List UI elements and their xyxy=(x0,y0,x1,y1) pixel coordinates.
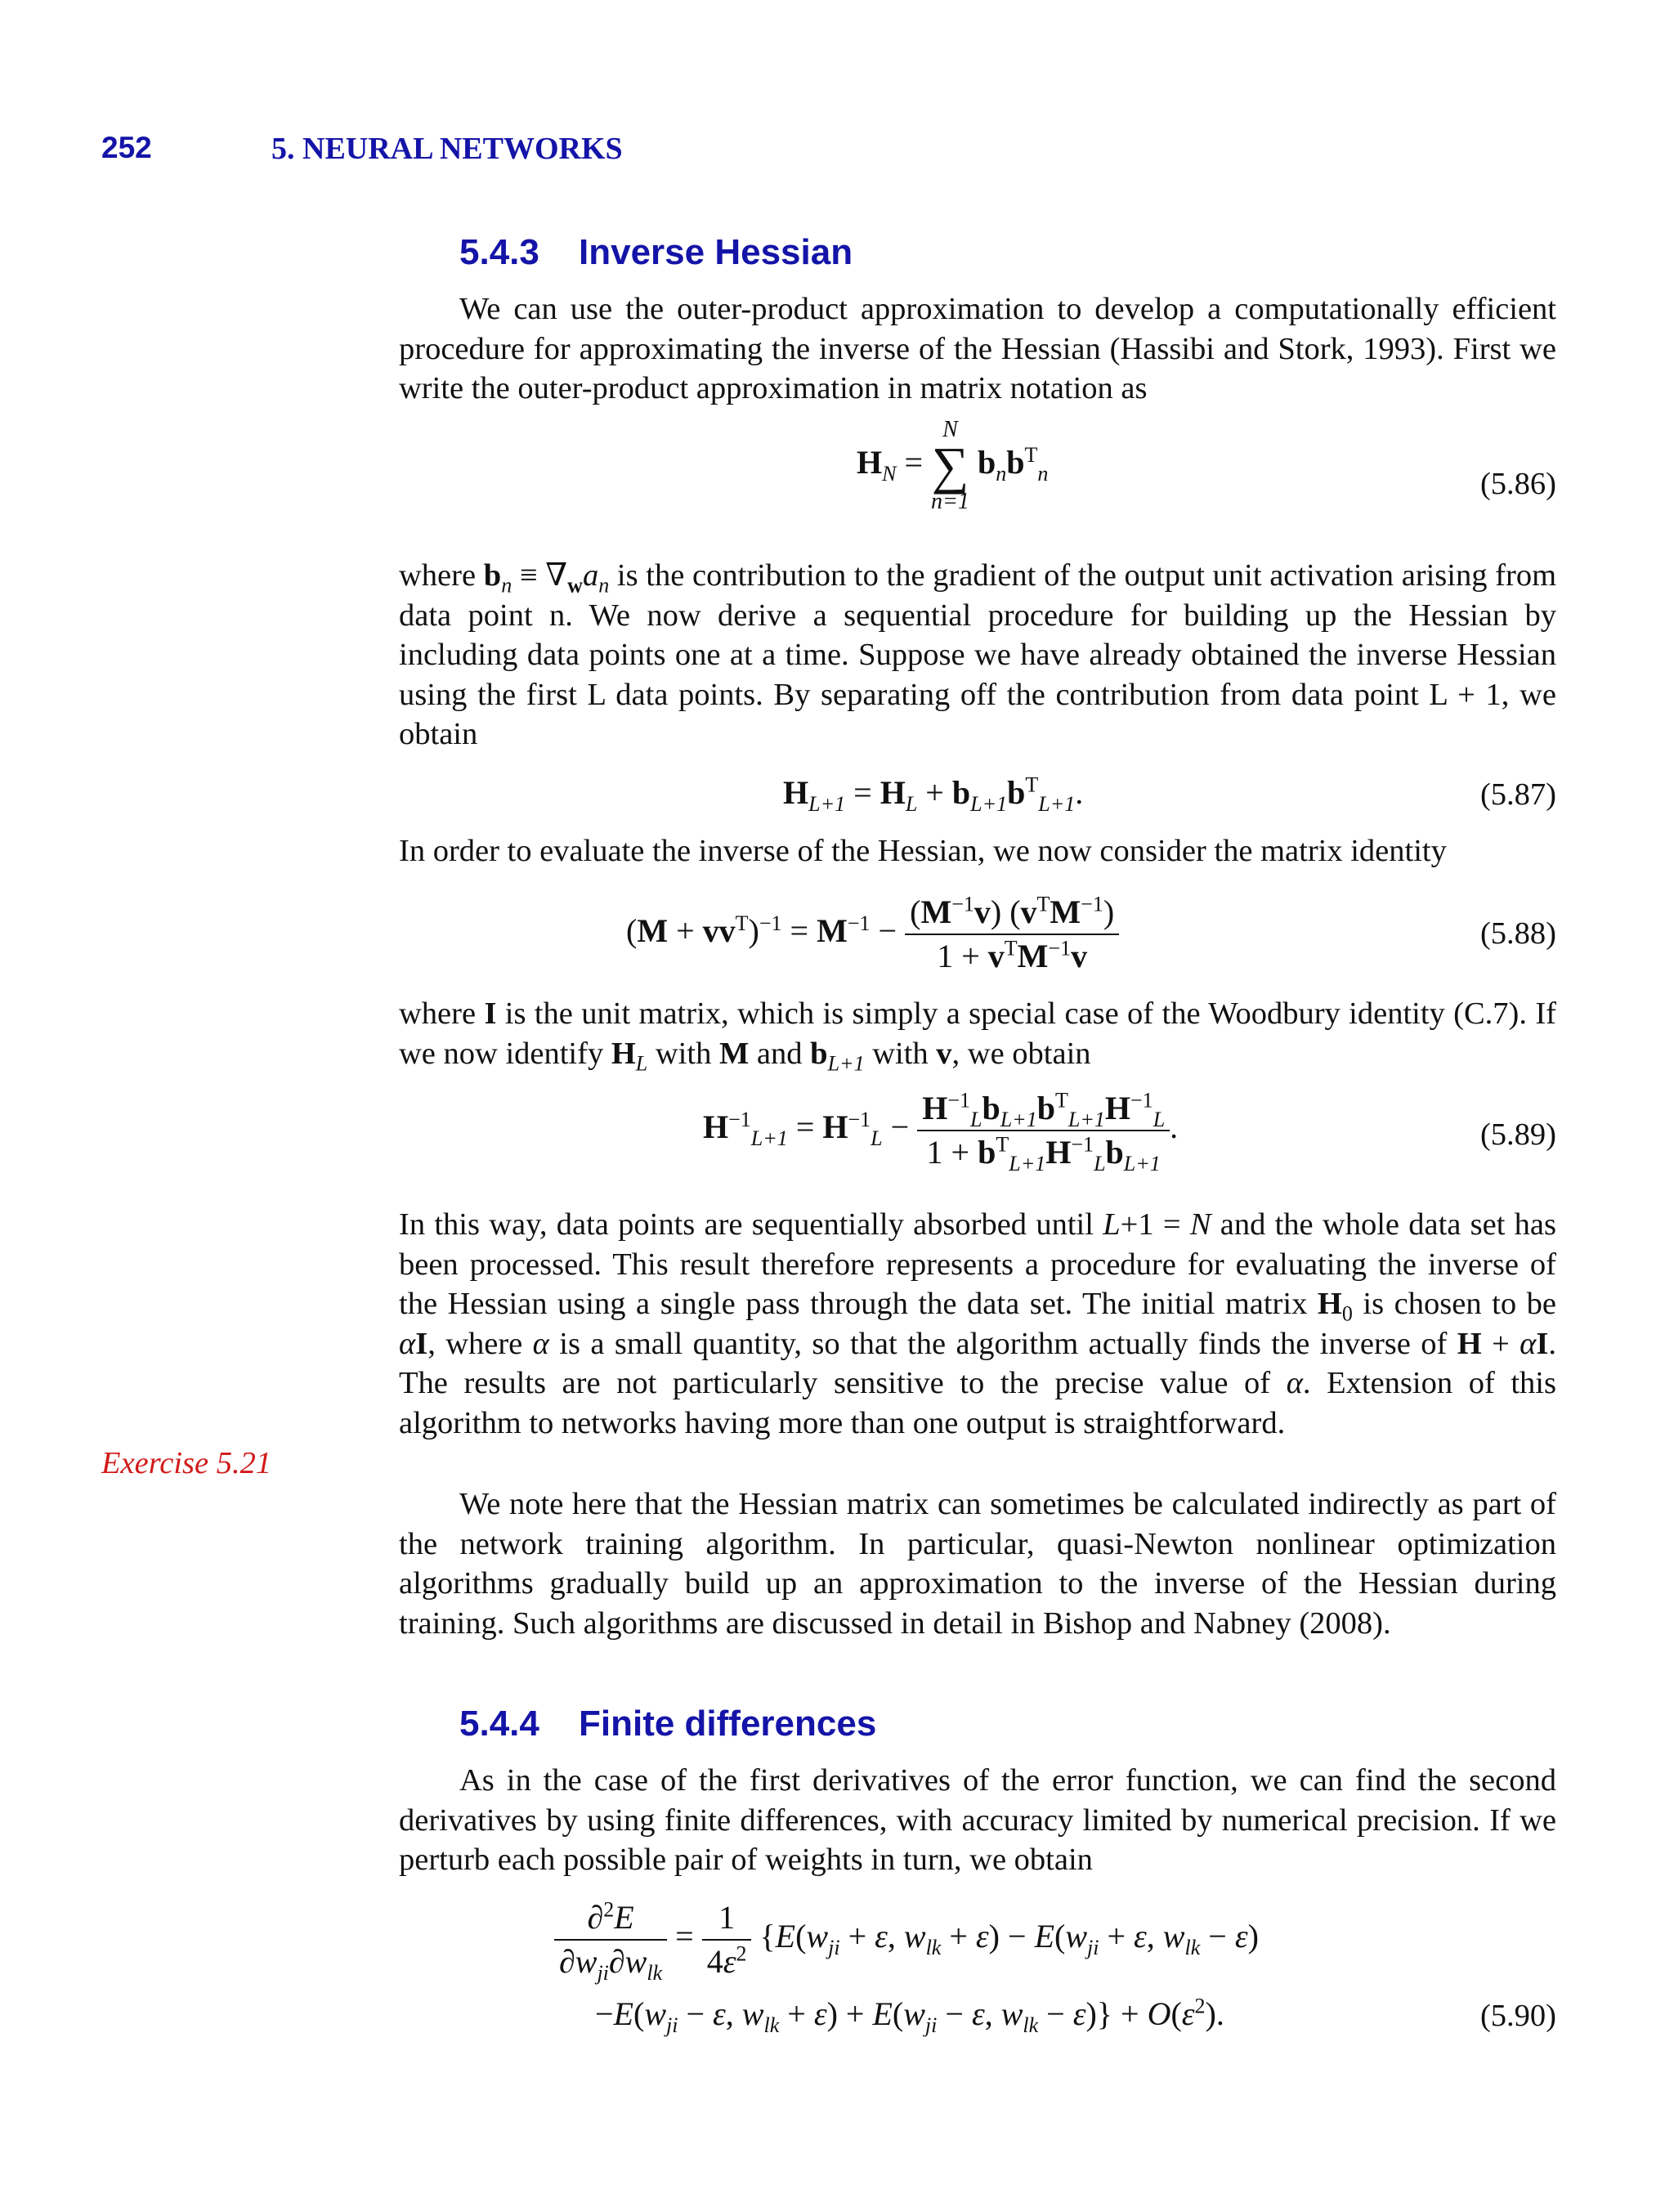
paragraph-7: As in the case of the first derivatives of the error function, we can find the second derivatives by using finite differences, with accuracy limited by numerical precision. If we perturb each possible pair of weights in turn, we obtain xyxy=(399,1763,1556,1878)
equation-body-line-1: $\frac{\partial^2E}{\partial w_{ji}\partial w_{lk}}$ = $\frac{1}{4\varepsilon^2}$ {$E(w_{ji} + \varepsilon$, $w_{lk} + \varepsilon) - E(w_{ji} + \varepsilon$, $w_{lk} - \varepsilon$) xyxy=(554,1896,1259,1983)
section-number: 5.4.3 xyxy=(459,232,539,272)
section-title: Inverse Hessian xyxy=(579,232,853,272)
paragraph-6: We note here that the Hessian matrix can sometimes be calculated indirectly as part of the network training algorithm. In particular, quasi-Newton nonlinear optimization algorithms gradually build up an approximation to the inverse of the Hessian during training. Such algorithms are discussed in detail in Bishop and Nabney (2008). xyxy=(399,1487,1556,1641)
paragraph-4: where I is the unit matrix, which is simply a special case of the Woodbury identity (C.7). If we now identify $H_L$ with M and $b_{L+1}$ with v, we obtain xyxy=(399,996,1556,1076)
equation-5-89 xyxy=(399,1087,1556,1175)
section-heading-finite-differences xyxy=(459,1704,876,1744)
equation-number: (5.89) xyxy=(1479,1117,1556,1152)
equation-5-88 xyxy=(399,891,1556,974)
equation-number: (5.90) xyxy=(1479,1999,1556,2033)
equation-5-90 xyxy=(399,1896,1556,2035)
paragraph-5: In this way, data points are sequentially absorbed until L+1 = N and the whole data set has been processed. This result therefore represents a procedure for evaluating the inverse of the Hessian using a single pass through the data set. The initial matrix $H_0$ is chosen to be αI, where α is a small quantity, so that the algorithm actually finds the inverse of H + αI. The results are not particularly sensitive to the precise value of α. Extension of this algorithm to networks having more than one output is straightforward. xyxy=(399,1207,1557,1440)
section-title: Finite differences xyxy=(579,1704,877,1744)
page-number: 252 xyxy=(101,131,152,164)
equation-body: $H_N$ = N ∑ n=1 $b_nb^T_n$ xyxy=(857,417,1049,514)
equation-body-line-2: $-E(w_{ji} - \varepsilon$, $w_{lk} + \varepsilon) + E(w_{ji} - \varepsilon$, $w_{lk} - \varepsilon)\} + O(\varepsilon^2)$. xyxy=(595,1994,1224,2037)
paragraph-2: where $b_n \equiv \nabla_wa_n$ is the contribution to the gradient of the output unit activation arising from data point n. We now derive a sequential procedure for building up the Hessian by including data points one at a time. Suppose we have already obtained the inverse Hessian using the first L data points. By separating off the contribution from data point L + 1, we obtain xyxy=(399,558,1557,752)
equation-body: $H_{L+1} = H_L + b_{L+1}b^T_{L+1}$. xyxy=(783,772,1084,816)
paragraph-1: We can use the outer-product approximation to develop a computationally efficient procedure for approximating the inverse of the Hessian (Hassibi and Stork, 1993). First we write the outer-product approximation in matrix notation as xyxy=(399,292,1556,406)
equation-5-86 xyxy=(399,417,1556,514)
equation-5-87 xyxy=(399,772,1556,821)
equation-body: $(M + vv^T)^{-1} = M^{-1}$ − $\frac{(M^{-1}v) (v^TM^{-1})}{1 + v^TM^{-1}v}$ xyxy=(626,891,1119,978)
paragraph-3: In order to evaluate the inverse of the Hessian, we now consider the matrix identity xyxy=(399,834,1447,868)
equation-number: (5.86) xyxy=(1479,467,1556,501)
margin-note-exercise[interactable]: Exercise 5.21 xyxy=(101,1446,272,1480)
chapter-title: 5. NEURAL NETWORKS xyxy=(271,132,623,166)
equation-number: (5.87) xyxy=(1479,777,1556,812)
section-number: 5.4.4 xyxy=(459,1704,539,1744)
equation-body: $H^{-1}_{L+1} = H^{-1}_L$ − $\frac{H^{-1}_Lb_{L+1}b^T_{L+1}H^{-1}_L}{1 + b^T_{L+1}H^{-1}_Lb_{L+1}}$ . xyxy=(703,1088,1179,1175)
section-heading-inverse-hessian xyxy=(459,232,853,273)
equation-number: (5.88) xyxy=(1479,916,1556,951)
